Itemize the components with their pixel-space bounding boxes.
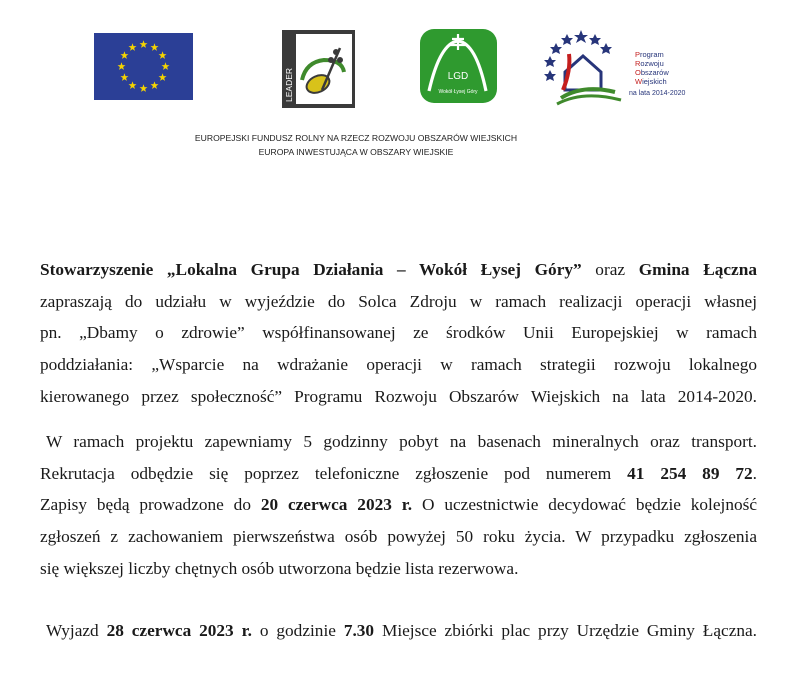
p1-line-4: poddziałania: „Wsparcie na wdrażanie operacji w ramach strategii rozwoju lokalnego bbox=[40, 355, 757, 375]
eu-flag-logo bbox=[94, 33, 193, 100]
p2-line-4: zgłoszeń z zachowaniem pierwszeństwa osób powyżej 50 roku życia. W przypadku zgłoszenia bbox=[40, 527, 757, 547]
leader-text: LEADER bbox=[284, 67, 294, 102]
fund-line-1: EUROPEJSKI FUNDUSZ ROLNY NA RZECZ ROZWOJU OBSZARÓW WIEJSKICH bbox=[194, 133, 518, 143]
paragraph-departure bbox=[40, 615, 757, 647]
phone-number: 41 254 89 72 bbox=[627, 463, 753, 483]
p2-line-3: Zapisy będą prowadzone do 20 czerwca 2023 r. O uczestnictwie decydować będzie kolejność bbox=[40, 495, 758, 515]
paragraph-details bbox=[40, 426, 757, 585]
deadline-date: 20 czerwca 2023 r. bbox=[260, 495, 413, 515]
lgd-logo bbox=[420, 29, 497, 103]
departure-time: 7.30 bbox=[343, 621, 375, 640]
p2-line-1: W ramach projektu zapewniamy 5 godzinny pobyt na basenach mineralnych oraz transport. bbox=[46, 432, 757, 451]
fund-line-2: EUROPA INWESTUJĄCA W OBSZARY WIEJSKIE bbox=[258, 147, 454, 157]
prow-wordmark: Program Rozwoju Obszarów Wiejskich bbox=[635, 50, 669, 86]
departure-date: 28 czerwca 2023 r. bbox=[106, 621, 252, 640]
fund-caption bbox=[0, 131, 800, 159]
lgd-caption: LGD bbox=[447, 71, 469, 82]
municipality-name: Gmina Łączna bbox=[638, 260, 757, 279]
p1-line-5: kierowanego przez społeczność” Programu Rozwoju Obszarów Wiejskich na lata 2014-2020. bbox=[40, 386, 757, 406]
leader-logo bbox=[282, 30, 355, 108]
p3-line-1: Wyjazd 28 czerwca 2023 r. o godzinie 7.30 Miejsce zbiórki plac przy Urzędzie Gminy Łączna. bbox=[46, 621, 757, 640]
p1-line-3: pn. „Dbamy o zdrowie” współfinansowanej ze środków Unii Europejskiej w ramach bbox=[40, 323, 757, 343]
prow-years: na lata 2014-2020 bbox=[629, 90, 686, 97]
p1-line-1: Stowarzyszenie „Lokalna Grupa Działania – Wokół Łysej Góry” oraz Gmina Łączna bbox=[40, 260, 757, 279]
paragraph-invitation bbox=[40, 254, 757, 413]
lgd-small-caption: Wokół Łysej Góry bbox=[438, 89, 478, 95]
organizer-name: Stowarzyszenie „Lokalna Grupa Działania – Wokół Łysej Góry” bbox=[40, 260, 582, 279]
p2-line-2: Rekrutacja odbędzie się poprzez telefoniczne zgłoszenie pod numerem 41 254 89 72. bbox=[40, 463, 757, 483]
p1-line-2: zapraszają do udziału w wyjeździe do Solca Zdroju w ramach realizacji operacji własnej bbox=[40, 291, 757, 311]
p2-line-5: się większej liczby chętnych osób utworzona będzie lista rezerwowa. bbox=[40, 558, 519, 578]
prow-logo bbox=[543, 28, 693, 106]
